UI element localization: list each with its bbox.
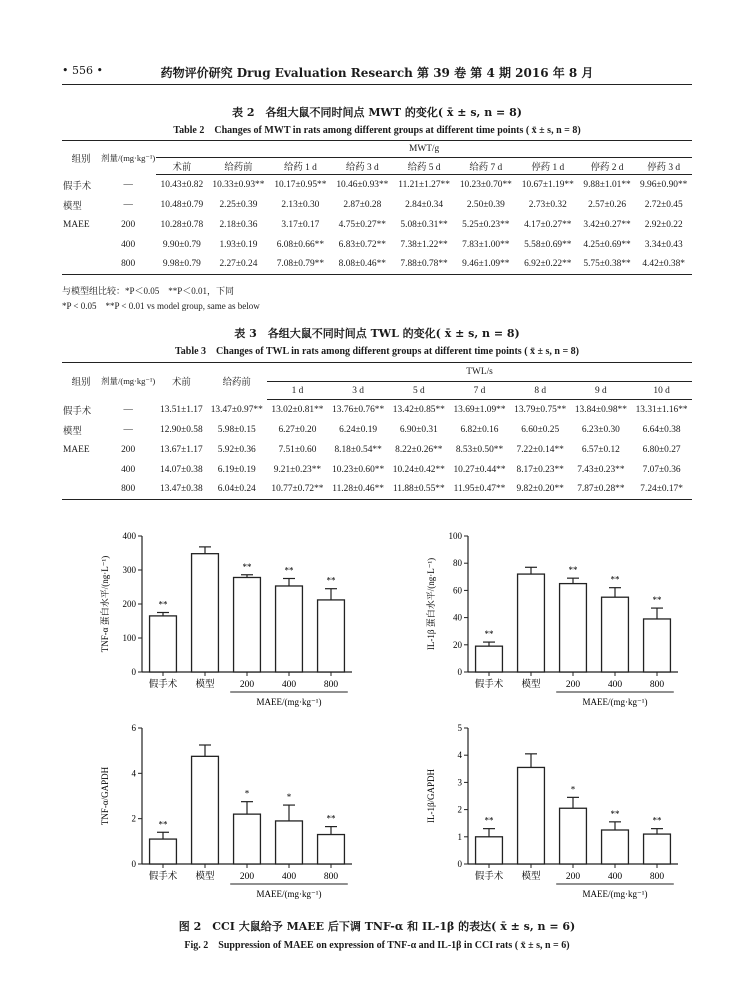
table3-body (62, 400, 692, 500)
value-cell: 7.22±0.14** (516, 444, 564, 455)
table3-caption-cn: 表 3 各组大鼠不同时间点 TWL 的变化( x̄ ± s, n = 8) (234, 327, 520, 340)
y-axis-label: IL-1β 蛋白水平/(ng·L⁻¹) (426, 557, 436, 651)
table2-col-header: 停药 2 d (579, 158, 636, 175)
y-tick-label: 5 (457, 723, 462, 733)
y-tick-label: 2 (131, 813, 136, 824)
value-cell: 11.88±0.55** (388, 480, 449, 500)
dose-cell: 200 (121, 219, 136, 230)
significance-mark: ** (158, 599, 168, 610)
bar (602, 597, 629, 672)
table2-col-header: 给药 1 d (269, 158, 331, 175)
bar (560, 584, 587, 672)
significance-mark: ** (284, 565, 294, 576)
value-cell: 10.77±0.72** (267, 480, 328, 500)
bar (234, 577, 261, 672)
value-cell: 10.17±0.95** (274, 179, 327, 190)
value-cell: 6.08±0.66** (276, 239, 325, 250)
y-tick-label: 100 (122, 633, 136, 643)
figure-caption-cn: 图 2 CCI 大鼠给予 MAEE 后下调 TNF-α 和 IL-1β 的表达( x̄ ± s, n = 6) (178, 920, 576, 933)
y-tick-label: 400 (122, 531, 136, 541)
x-tick-label: 假手术 (474, 872, 504, 882)
value-cell: 5.58±0.69** (524, 239, 572, 250)
x-tick-label: 200 (565, 680, 581, 690)
significance-mark: ** (652, 595, 662, 606)
value-cell: 7.87±0.28** (571, 480, 632, 500)
value-cell: 1.93±0.19 (219, 239, 258, 250)
bar (518, 767, 545, 864)
value-cell: 10.28±0.78 (160, 219, 204, 230)
y-tick-label: 3 (457, 777, 462, 788)
table3-col-header: 5 d (388, 382, 449, 400)
value-cell: 6.90±0.31 (399, 424, 438, 435)
value-cell: 6.80±0.27 (642, 444, 681, 455)
value-cell: 13.67±1.17 (160, 444, 203, 455)
value-cell: 10.23±0.70** (459, 179, 512, 190)
value-cell: 6.57±0.12 (581, 444, 620, 455)
value-cell: 13.69±1.09** (453, 404, 506, 415)
table3-span-header: TWL/s (267, 363, 692, 382)
value-cell: 4.25±0.69** (583, 239, 631, 250)
value-cell: 7.38±1.22** (400, 239, 448, 250)
dose-cell: 800 (100, 480, 156, 500)
value-cell: 13.02±0.81** (271, 404, 324, 415)
group-cell (62, 480, 100, 500)
value-cell: 13.79±0.75** (514, 404, 567, 415)
table3-caption-en: Table 3 Changes of TWL in rats among different groups at different time points ( x̄ ± s, n = 8) (175, 346, 579, 357)
y-axis-label: TNF-α/GAPDH (100, 766, 110, 826)
x-tick-label: 400 (607, 872, 623, 882)
value-cell: 2.13±0.30 (281, 199, 320, 210)
figure-caption-en: Fig. 2 Suppression of MAEE on expression of TNF-α and IL-1β in CCI rats ( x̄ ± s, n = 6) (184, 940, 570, 951)
value-cell: 5.25±0.23** (462, 219, 510, 230)
bar (318, 600, 345, 672)
x-axis-label: MAEE/(mg·kg⁻¹) (582, 697, 648, 707)
value-cell: 11.21±1.27** (398, 179, 450, 190)
table2-col-header: 给药前 (207, 158, 269, 175)
table-row (62, 175, 692, 195)
value-cell: 4.75±0.27** (338, 219, 386, 230)
group-cell: MAEE (63, 444, 90, 455)
value-cell: 8.08±0.46** (331, 255, 393, 275)
value-cell: 2.25±0.39 (219, 199, 258, 210)
significance-mark: ** (242, 561, 252, 572)
value-cell: 6.92±0.22** (517, 255, 579, 275)
bar (602, 830, 629, 864)
group-cell: 模型 (63, 201, 82, 212)
bar (234, 814, 261, 864)
value-cell: 13.51±1.17 (160, 404, 203, 415)
x-tick-label: 800 (323, 680, 339, 690)
value-cell: 10.67±1.19** (521, 179, 574, 190)
dose-cell: — (123, 179, 133, 190)
y-axis-label: TNF-α 蛋白水平/(ng·L⁻¹) (100, 555, 110, 653)
value-cell: 10.43±0.82 (160, 179, 204, 190)
value-cell: 2.50±0.39 (466, 199, 505, 210)
value-cell: 9.88±1.01** (583, 179, 631, 190)
table3-col-header: 7 d (449, 382, 510, 400)
value-cell: 6.83±0.72** (338, 239, 386, 250)
y-axis-label: IL-1β/GAPDH (426, 768, 436, 824)
value-cell: 5.08±0.31** (400, 219, 448, 230)
value-cell: 10.24±0.42** (392, 464, 445, 475)
value-cell: 8.22±0.26** (395, 444, 443, 455)
value-cell: 10.27±0.44** (453, 464, 506, 475)
significance-mark: * (570, 784, 576, 795)
value-cell: 8.17±0.23** (516, 464, 564, 475)
value-cell: 2.84±0.34 (405, 199, 444, 210)
significance-mark: ** (484, 815, 494, 826)
value-cell: 6.60±0.25 (521, 424, 560, 435)
dose-cell: — (123, 424, 133, 435)
x-tick-label: 200 (239, 872, 255, 882)
value-cell: 7.83±1.00** (462, 239, 510, 250)
y-tick-label: 4 (457, 750, 462, 761)
value-cell: 11.28±0.46** (328, 480, 389, 500)
group-cell: 假手术 (63, 406, 92, 417)
value-cell: 9.46±1.09** (455, 255, 517, 275)
value-cell: 13.47±0.97** (210, 404, 263, 415)
x-tick-label: 800 (649, 872, 665, 882)
table2-group-header: 组别 (71, 154, 91, 165)
value-cell: 8.53±0.50** (455, 444, 504, 455)
bar (150, 616, 177, 672)
value-cell: 4.42±0.38* (635, 255, 692, 275)
x-tick-label: 400 (281, 680, 297, 690)
group-cell (62, 460, 100, 480)
table3-group-header: 组别 (71, 378, 91, 389)
y-tick-label: 2 (457, 804, 462, 815)
value-cell: 2.27±0.24 (207, 255, 269, 275)
significance-mark: * (286, 792, 292, 803)
x-tick-label: 模型 (521, 680, 541, 690)
value-cell: 6.04±0.24 (206, 480, 267, 500)
value-cell: 9.82±0.20** (510, 480, 571, 500)
value-cell: 6.23±0.30 (581, 424, 620, 435)
bar (644, 834, 671, 864)
value-cell: 8.18±0.54** (334, 444, 382, 455)
x-axis-label: MAEE/(mg·kg⁻¹) (582, 889, 648, 899)
significance-mark: ** (484, 629, 494, 640)
table2-note-en: *P < 0.05 **P < 0.01 vs model group, same as below (62, 301, 260, 311)
table3-col-header: 10 d (631, 382, 692, 400)
table2-col-header: 术前 (156, 158, 207, 175)
value-cell: 7.88±0.78** (393, 255, 455, 275)
page-header (62, 62, 692, 85)
table-row (62, 440, 692, 460)
tnf-protein-chart (62, 520, 362, 720)
bar (276, 821, 303, 864)
significance-mark: ** (158, 819, 168, 830)
table3-before-header: 给药前 (222, 378, 251, 389)
y-tick-label: 300 (122, 565, 136, 575)
table-row (62, 480, 692, 500)
x-tick-label: 假手术 (474, 680, 504, 690)
table2-dose-header: 剂量/(mg·kg⁻¹) (101, 152, 156, 163)
tnf-gapdh-chart (62, 712, 362, 912)
group-cell: 模型 (63, 426, 82, 437)
significance-mark: ** (652, 815, 662, 826)
table2-col-header: 停药 1 d (517, 158, 579, 175)
table2-note-cn: 与模型组比较：*P＜0.05 **P＜0.01，下同 (62, 286, 235, 296)
table2-col-header: 给药 3 d (331, 158, 393, 175)
y-tick-label: 20 (453, 639, 462, 650)
table3-col-header: 1 d (267, 382, 328, 400)
value-cell: 5.75±0.38** (579, 255, 636, 275)
table2-mwt (62, 140, 692, 275)
y-tick-label: 200 (122, 599, 136, 609)
table2-span-header: MWT/g (156, 141, 692, 158)
x-tick-label: 假手术 (148, 872, 178, 882)
bar (476, 646, 503, 672)
significance-mark: ** (610, 574, 620, 585)
value-cell: 6.24±0.19 (339, 424, 378, 435)
y-tick-label: 60 (453, 585, 462, 596)
x-tick-label: 400 (607, 680, 623, 690)
y-tick-label: 1 (457, 831, 462, 842)
value-cell: 9.98±0.79 (156, 255, 207, 275)
x-axis-label: MAEE/(mg·kg⁻¹) (256, 697, 322, 707)
significance-mark: ** (610, 808, 620, 819)
value-cell: 10.33±0.93** (212, 179, 265, 190)
x-tick-label: 200 (239, 680, 255, 690)
bar (276, 586, 303, 672)
value-cell: 7.43±0.23** (577, 464, 625, 475)
y-tick-label: 80 (453, 558, 462, 569)
table3-dose-header: 剂量/(mg·kg⁻¹) (101, 376, 156, 387)
dose-cell: 400 (121, 464, 136, 475)
table2-col-header: 给药 5 d (393, 158, 455, 175)
value-cell: 7.08±0.79** (269, 255, 331, 275)
table3-col-header: 8 d (510, 382, 571, 400)
bar (150, 839, 177, 864)
dose-cell: 200 (121, 444, 136, 455)
x-tick-label: 假手术 (148, 680, 178, 690)
x-tick-label: 800 (649, 680, 665, 690)
value-cell: 7.07±0.36 (642, 464, 681, 475)
dose-cell: 800 (100, 255, 156, 275)
significance-mark: ** (326, 813, 336, 824)
value-cell: 3.42±0.27** (583, 219, 631, 230)
table2-col-header: 停药 3 d (635, 158, 692, 175)
dose-cell: 400 (121, 239, 136, 250)
value-cell: 2.73±0.32 (528, 199, 567, 210)
value-cell: 11.95±0.47** (449, 480, 510, 500)
value-cell: 13.31±1.16** (635, 404, 688, 415)
value-cell: 7.24±0.17* (631, 480, 692, 500)
il1b-gapdh-chart (388, 712, 688, 912)
y-tick-label: 40 (453, 612, 462, 623)
dose-cell: — (123, 404, 133, 415)
table2-body (62, 175, 692, 275)
significance-mark: * (244, 788, 250, 799)
value-cell: 7.51±0.60 (278, 444, 317, 455)
table-row (62, 195, 692, 215)
value-cell: 14.07±0.38 (160, 464, 203, 475)
table-row (62, 255, 692, 275)
table2-caption-en: Table 2 Changes of MWT in rats among different groups at different time points ( x̄ ± s, n = 8) (173, 125, 581, 136)
value-cell: 6.19±0.19 (217, 464, 256, 475)
value-cell: 2.87±0.28 (343, 199, 382, 210)
x-tick-label: 模型 (521, 872, 541, 882)
table3-col-header: 3 d (328, 382, 389, 400)
value-cell: 2.92±0.22 (644, 219, 683, 230)
y-tick-label: 0 (457, 859, 462, 869)
value-cell: 13.76±0.76** (332, 404, 385, 415)
y-tick-label: 0 (131, 667, 136, 677)
value-cell: 9.96±0.90** (640, 179, 688, 190)
bar (476, 837, 503, 864)
y-tick-label: 6 (131, 723, 136, 733)
bar (560, 808, 587, 864)
value-cell: 2.18±0.36 (219, 219, 258, 230)
bar (518, 574, 545, 672)
value-cell: 3.17±0.17 (281, 219, 320, 230)
value-cell: 9.90±0.79 (162, 239, 201, 250)
bar (644, 619, 671, 672)
journal-title: 药物评价研究 Drug Evaluation Research 第 39 卷 第 4 期 2016 年 8 月 (160, 66, 594, 80)
group-cell (62, 255, 100, 275)
x-tick-label: 400 (281, 872, 297, 882)
table3-pre-header: 术前 (171, 378, 191, 389)
bar (192, 756, 219, 864)
bar (318, 835, 345, 864)
value-cell: 5.98±0.15 (217, 424, 256, 435)
page-number: • 556 • (62, 64, 103, 77)
group-cell (62, 235, 100, 255)
value-cell: 9.21±0.23** (273, 464, 322, 475)
x-tick-label: 200 (565, 872, 581, 882)
x-tick-label: 800 (323, 872, 339, 882)
table-row (62, 420, 692, 440)
x-tick-label: 模型 (195, 872, 215, 882)
value-cell: 10.48±0.79 (160, 199, 204, 210)
value-cell: 4.17±0.27** (524, 219, 572, 230)
table-row (62, 235, 692, 255)
table3-col-header: 9 d (571, 382, 632, 400)
il1b-protein-chart (388, 520, 688, 720)
table-row (62, 460, 692, 480)
y-tick-label: 0 (131, 859, 136, 869)
dose-cell: — (123, 199, 133, 210)
table2-caption-cn: 表 2 各组大鼠不同时间点 MWT 的变化( x̄ ± s, n = 8) (232, 106, 522, 119)
y-tick-label: 0 (457, 667, 462, 677)
group-cell: 假手术 (63, 181, 92, 192)
x-axis-label: MAEE/(mg·kg⁻¹) (256, 889, 322, 899)
value-cell: 3.34±0.43 (644, 239, 683, 250)
value-cell: 13.47±0.38 (156, 480, 206, 500)
value-cell: 2.72±0.45 (644, 199, 683, 210)
value-cell: 13.42±0.85** (392, 404, 445, 415)
significance-mark: ** (326, 575, 336, 586)
value-cell: 6.64±0.38 (642, 424, 681, 435)
value-cell: 10.23±0.60** (332, 464, 385, 475)
value-cell: 12.90±0.58 (160, 424, 203, 435)
value-cell: 6.27±0.20 (278, 424, 317, 435)
value-cell: 2.57±0.26 (588, 199, 627, 210)
x-tick-label: 模型 (195, 680, 215, 690)
table-row (62, 400, 692, 420)
group-cell: MAEE (63, 219, 90, 230)
y-tick-label: 100 (448, 531, 462, 541)
value-cell: 13.84±0.98** (574, 404, 627, 415)
value-cell: 5.92±0.36 (217, 444, 256, 455)
table2-col-header: 给药 7 d (455, 158, 517, 175)
bar (192, 554, 219, 672)
value-cell: 6.82±0.16 (460, 424, 499, 435)
significance-mark: ** (568, 565, 578, 576)
y-tick-label: 4 (131, 768, 136, 779)
table-row (62, 215, 692, 235)
value-cell: 10.46±0.93** (336, 179, 389, 190)
table3-twl (62, 362, 692, 500)
